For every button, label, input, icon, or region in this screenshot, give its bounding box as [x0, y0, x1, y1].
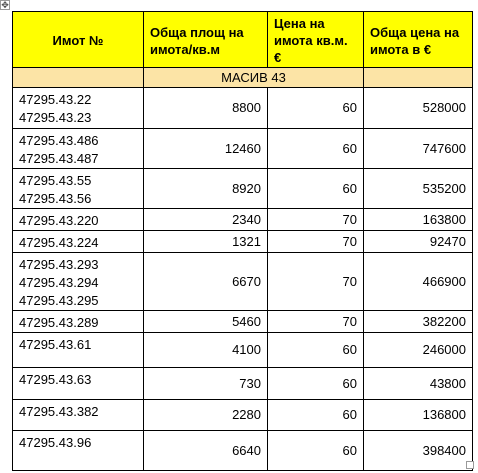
group-row [13, 68, 473, 88]
price-cell: 60 [268, 333, 364, 368]
property-table [12, 11, 473, 471]
price-cell: 70 [268, 209, 364, 231]
property-id: 47295.43.22 [19, 92, 92, 107]
property-ids-cell [13, 400, 144, 431]
property-id: 47295.43.220 [19, 213, 99, 228]
area-cell: 2280 [144, 400, 268, 431]
table-row [13, 209, 473, 231]
table-resize-handle[interactable] [466, 461, 474, 469]
area-cell: 6670 [144, 253, 268, 311]
price-cell: 60 [268, 88, 364, 129]
area-cell: 730 [144, 368, 268, 400]
total-price-cell: 136800 [364, 400, 473, 431]
total-price-cell: 246000 [364, 333, 473, 368]
total-price-cell: 398400 [364, 431, 473, 471]
table-move-handle-icon[interactable]: ✥ [1, 0, 9, 10]
table-row [13, 368, 473, 400]
price-cell: 60 [268, 169, 364, 209]
price-cell: 60 [268, 368, 364, 400]
table-row [13, 129, 473, 169]
property-id: 47295.43.23 [19, 110, 92, 125]
table-row [13, 88, 473, 129]
area-cell: 4100 [144, 333, 268, 368]
total-price-cell: 163800 [364, 209, 473, 231]
property-id: 47295.43.55 [19, 173, 92, 188]
property-id: 47295.43.293 [19, 257, 99, 272]
table-row [13, 231, 473, 253]
property-ids-cell [13, 253, 144, 311]
property-id: 47295.43.289 [19, 315, 99, 330]
table-row [13, 311, 473, 333]
table-row [13, 169, 473, 209]
table-row [13, 253, 473, 311]
property-id: 47295.43.96 [19, 435, 92, 450]
area-cell: 8920 [144, 169, 268, 209]
total-price-cell: 747600 [364, 129, 473, 169]
property-id: 47295.43.295 [19, 293, 99, 308]
property-ids-cell [13, 129, 144, 169]
property-ids-cell [13, 231, 144, 253]
property-ids-cell [13, 333, 144, 368]
property-id: 47295.43.486 [19, 133, 99, 148]
property-ids-cell [13, 169, 144, 209]
total-price-cell: 382200 [364, 311, 473, 333]
group-cell-empty [364, 68, 473, 88]
area-cell: 1321 [144, 231, 268, 253]
total-price-cell: 528000 [364, 88, 473, 129]
price-cell: 60 [268, 129, 364, 169]
table-row [13, 333, 473, 368]
header-price-per-sqm: Цена на имота кв.м. € [268, 12, 364, 68]
table-row [13, 431, 473, 471]
property-id: 47295.43.487 [19, 151, 99, 166]
header-property-number: Имот № [13, 12, 144, 68]
area-cell: 2340 [144, 209, 268, 231]
group-cell-empty [13, 68, 144, 88]
group-label: МАСИВ 43 [144, 68, 364, 88]
table-row [13, 400, 473, 431]
area-cell: 6640 [144, 431, 268, 471]
property-id: 47295.43.224 [19, 235, 99, 250]
header-total-area: Обща площ на имота/кв.м [144, 12, 268, 68]
property-ids-cell [13, 311, 144, 333]
property-ids-cell [13, 209, 144, 231]
property-id: 47295.43.63 [19, 372, 92, 387]
header-total-price: Обща цена на имота в € [364, 12, 473, 68]
price-cell: 70 [268, 253, 364, 311]
property-ids-cell [13, 431, 144, 471]
property-id: 47295.43.61 [19, 337, 92, 352]
price-cell: 60 [268, 431, 364, 471]
price-cell: 60 [268, 400, 364, 431]
property-ids-cell [13, 368, 144, 400]
price-cell: 70 [268, 231, 364, 253]
area-cell: 12460 [144, 129, 268, 169]
area-cell: 5460 [144, 311, 268, 333]
property-id: 47295.43.382 [19, 404, 99, 419]
total-price-cell: 535200 [364, 169, 473, 209]
total-price-cell: 466900 [364, 253, 473, 311]
total-price-cell: 92470 [364, 231, 473, 253]
price-cell: 70 [268, 311, 364, 333]
area-cell: 8800 [144, 88, 268, 129]
property-id: 47295.43.294 [19, 275, 99, 290]
property-ids-cell [13, 88, 144, 129]
property-id: 47295.43.56 [19, 191, 92, 206]
header-row [13, 12, 473, 68]
total-price-cell: 43800 [364, 368, 473, 400]
